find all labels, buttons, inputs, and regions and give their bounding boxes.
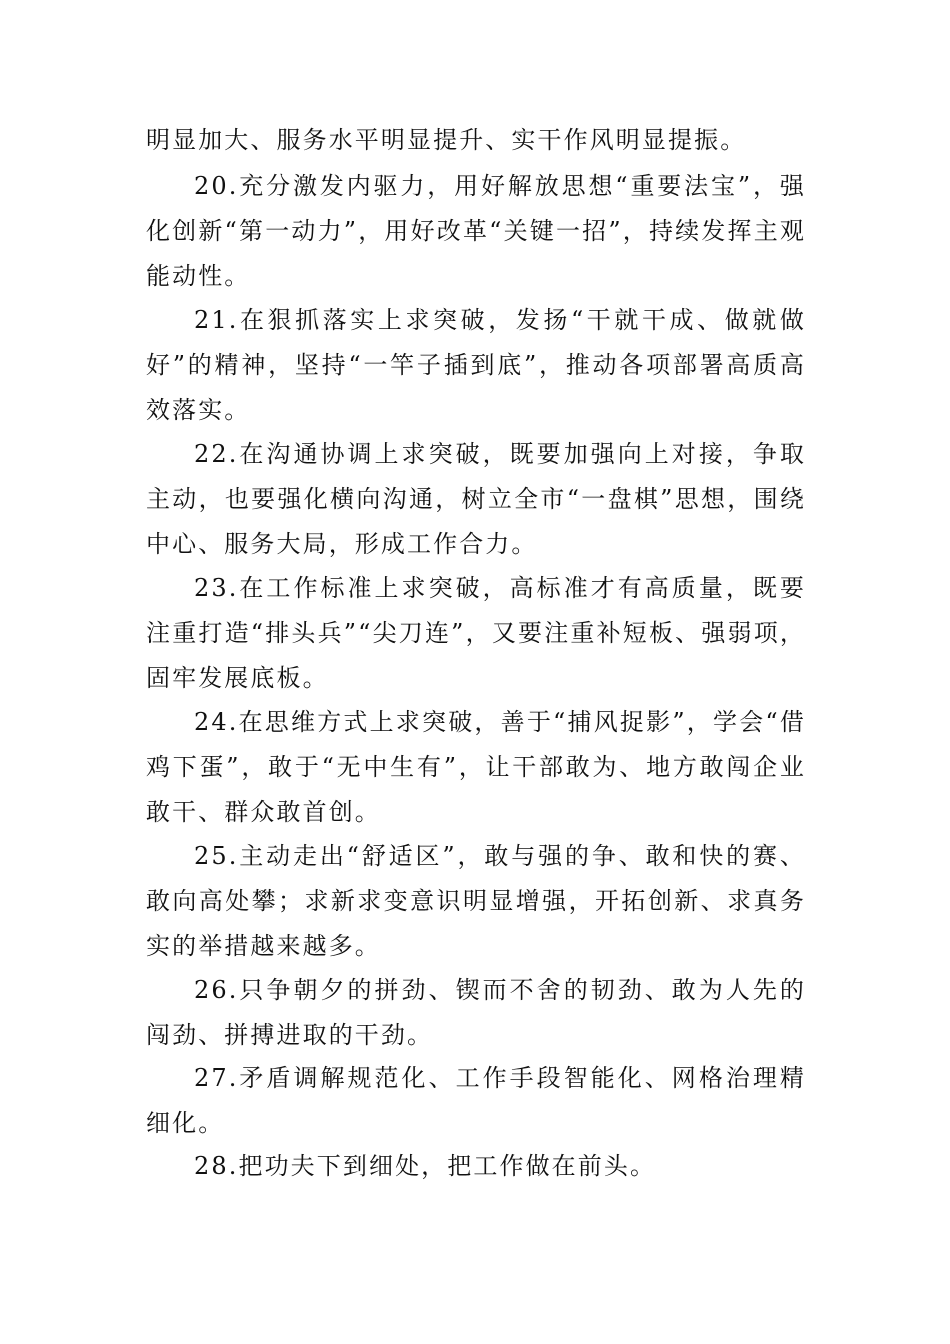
paragraph-20: 20.充分激发内驱力，用好解放思想“重要法宝”，强化创新“第一动力”，用好改革“关键一招”，持续发挥主观能动性。 (146, 172, 806, 290)
paragraph-24: 24.在思维方式上求突破，善于“捕风捉影”，学会“借鸡下蛋”，敢于“无中生有”，让干部敢为、地方敢闯企业敢干、群众敢首创。 (146, 708, 806, 826)
paragraph-25: 25.主动走出“舒适区”，敢与强的争、敢和快的赛、敢向高处攀；求新求变意识明显增强，开拓创新、求真务实的举措越来越多。 (146, 842, 806, 960)
paragraph-27: 27.矛盾调解规范化、工作手段智能化、网格治理精细化。 (146, 1064, 806, 1137)
paragraph-23: 23.在工作标准上求突破，高标准才有高质量，既要注重打造“排头兵”“尖刀连”，又要注重补短板、强弱项，固牢发展底板。 (146, 574, 806, 692)
paragraph-21: 21.在狠抓落实上求突破，发扬“干就干成、做就做好”的精神，坚持“一竿子插到底”，推动各项部署高质高效落实。 (146, 306, 806, 424)
paragraph-28: 28.把功夫下到细处，把工作做在前头。 (194, 1152, 657, 1180)
paragraph-22: 22.在沟通协调上求突破，既要加强向上对接，争取主动，也要强化横向沟通，树立全市“一盘棋”思想，围绕中心、服务大局，形成工作合力。 (146, 440, 806, 558)
paragraph-continuation: 明显加大、服务水平明显提升、实干作风明显提振。 (146, 126, 747, 154)
paragraph-26: 26.只争朝夕的拼劲、锲而不舍的韧劲、敢为人先的闯劲、拼搏进取的干劲。 (146, 976, 806, 1049)
